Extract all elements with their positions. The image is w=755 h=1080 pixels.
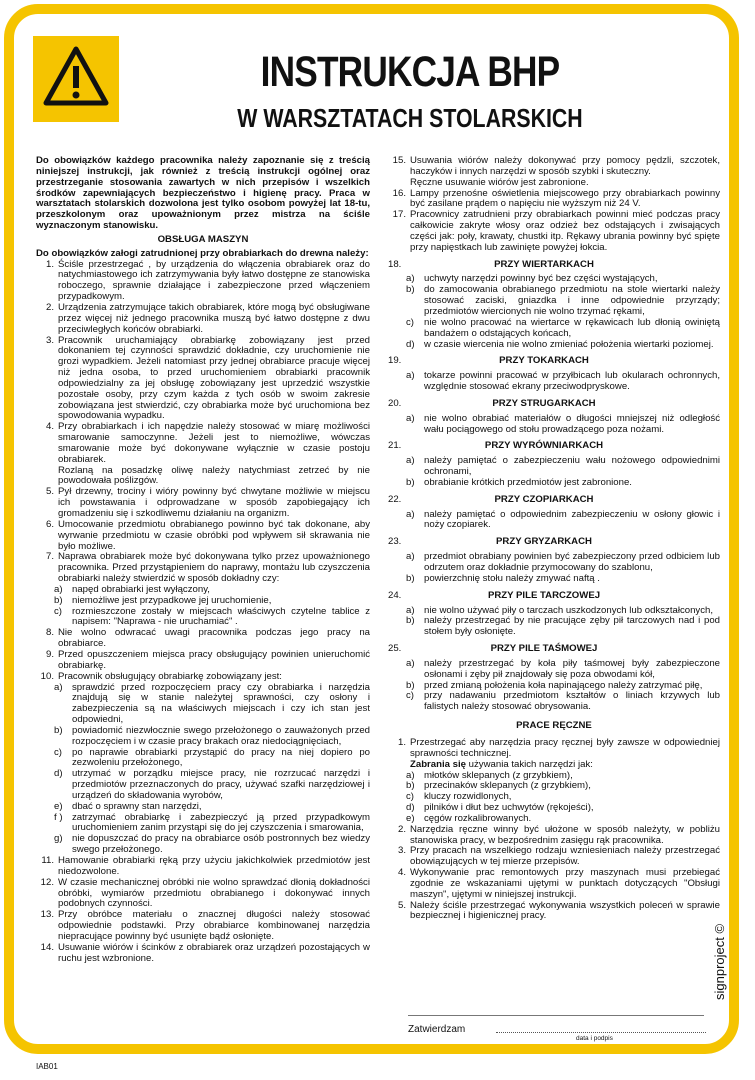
- sub-item-number: b): [406, 615, 415, 627]
- list-item-main: Przestrzegać aby narzędzia pracy ręcznej były zawsze w odpowiedniej sprawności technicznej.: [410, 736, 720, 759]
- section-number: 24.: [388, 589, 402, 601]
- list-item-main: Należy ściśle przestrzegać wykonywania wszystkich poleceń w sprawie bezpiecznej i higienicznej pracy.: [410, 899, 720, 922]
- sub-item: [406, 318, 720, 340]
- sub-item-text: przecinaków sklepanych (z grzybkiem),: [424, 780, 591, 792]
- list-item-text: Pracownik obsługujący obrabiarkę zobowiązany jest:: [58, 670, 282, 682]
- list-item-text: Ręczne usuwanie wiórów jest zabronione.: [410, 176, 589, 188]
- approve-label: Zatwierdzam: [408, 1024, 466, 1035]
- sub-item-number: a): [406, 604, 415, 616]
- section-number: 22.: [388, 493, 402, 505]
- list-item-text: Naprawa obrabiarek może być dokonywana tylko przez upoważnionego pracownika. Przed przystąpieniem do naprawy, montażu lub czyszczenia obrabiarki należy stwierdzić w sposób dokładny czy:: [58, 551, 370, 585]
- machine-section-heading: [388, 260, 720, 271]
- list-item-spacer: [36, 466, 58, 488]
- sub-item: [406, 616, 720, 638]
- sub-item-text: zatrzymać obrabiarkę i zabezpieczyć ją przed przypadkowym uruchomieniem zanim przystąpi się do jej czyszczenia i smarowania,: [72, 811, 370, 834]
- sub-item: [54, 596, 370, 607]
- list-item: [36, 336, 370, 423]
- sub-item: [54, 834, 370, 856]
- list-item-main: Narzędzia ręczne winny być ułożone w sposób należyty, w pobliżu stanowiska pracy, w bezpośrednim zasięgu rąk pracownika.: [410, 823, 720, 846]
- list-item: [36, 910, 370, 943]
- sub-item-text: obrabianie krótkich przedmiotów jest zabronione.: [424, 476, 632, 488]
- sub-item-number: a): [406, 551, 415, 563]
- sub-item-number: a): [54, 583, 63, 595]
- sub-item-number: a): [406, 412, 415, 424]
- section-title: PRZY PILE TARCZOWEJ: [487, 589, 601, 601]
- list-item-text: Pracownicy zatrudnieni przy obrabiarkach powinni mieć podczas pracy całkowicie zakryte włosy oraz odzież bez odstających i zwisających części jak: poły, krawaty, chustki itp. Rękawy ubrania powinny być spięte przy napięstkach lub zawinięte powyżej łokcia.: [410, 209, 720, 253]
- list-item-text: [410, 846, 720, 868]
- sub-item-text: pilników i dłut bez uchwytów (rękojeści),: [424, 802, 594, 814]
- sub-item: [406, 371, 720, 393]
- right-column: [388, 156, 720, 922]
- sub-item-text: kluczy rozwidlonych,: [424, 791, 512, 803]
- section-lead: Do obowiązków załogi zatrudnionej przy obrabiarkach do drewna należy:: [36, 247, 369, 259]
- page-title: INSTRUKCJA BHP: [260, 48, 560, 96]
- list-item-continued: [388, 178, 720, 189]
- list-item-number: 13.: [40, 909, 54, 921]
- sub-item-text: należy przestrzegać by nie pracujące zęby pił tarczowych nad i pod stołem były osłonięte.: [424, 615, 720, 638]
- list-item-text: Przy obrabiarkach i ich napędzie należy stosować w miarę możliwości smarowanie samoczynne. Jeżeli jest to niemożliwe, wówczas smarowanie może być dokonywane wyłącznie w czasie postoju obrabiarek.: [58, 421, 370, 465]
- warning-triangle-icon: [43, 46, 109, 106]
- machine-section-heading: [388, 495, 720, 506]
- machine-section-heading: [388, 644, 720, 655]
- sub-item-text: utrzymać w porządku miejsce pracy, nie rozrzucać narzędzi i przedmiotów przeznaczonych do pracy, używać szafki narzędziowej i urządzeń do składowania wyrobów,: [72, 768, 370, 801]
- list-item-text: Przed opuszczeniem miejsca pracy obsługujący powinien unieruchomić obrabiarkę.: [58, 648, 370, 671]
- sub-item-number: c): [54, 746, 62, 758]
- list-item-number: 5.: [45, 486, 54, 498]
- sub-item-number: b): [406, 679, 415, 691]
- sub-item-text: przedmiot obrabiany powinien być zabezpieczony przed odbiciem lub odrzutem oraz dokładnie przymocowany do szablonu,: [424, 551, 720, 573]
- list-item-text: Nie wolno odwracać uwagi pracownika podczas jego pracy na obrabiarce.: [58, 627, 370, 650]
- sub-item-number: a): [406, 769, 415, 781]
- list-item-text: Przy obróbce materiału o znacznej długości należy stosować odpowiednie podstawki. Przy obrabiarce kombinowanej narzędzia niepracujące powinny być usunięte bądź osłonięte.: [58, 909, 370, 942]
- sub-item-number: b): [406, 572, 415, 584]
- section-number: 21.: [388, 440, 402, 452]
- list-item-number: 8.: [45, 627, 54, 639]
- list-item-number: 1.: [397, 736, 406, 748]
- list-item-text: W czasie mechanicznej obróbki nie wolno sprawdzać dłonią dokładności obróbki, wymiarów przedmiotu obrabianego i dokonywać innych podobnych czynności.: [58, 876, 370, 910]
- sub-item-number: e): [406, 812, 415, 824]
- list-item: [36, 487, 370, 520]
- sub-item-number: d): [54, 768, 63, 780]
- list-item-number: 2.: [397, 823, 406, 835]
- list-item-spacer: [388, 178, 410, 189]
- list-item-number: 12.: [40, 876, 54, 888]
- list-item: [388, 210, 720, 253]
- sub-item: [54, 607, 370, 629]
- list-item: [388, 156, 720, 178]
- list-item-text: [410, 901, 720, 923]
- section-title: PRZY WYRÓWNIARKACH: [484, 440, 604, 452]
- sub-item-text: sprawdzić przed rozpoczęciem pracy czy obrabiarka i narzędzia znajdują się w stanie należytej sprawności, czy osłony i zabezpieczenia są na właściwych miejscach i czy ich stan jest odpowiedni,: [72, 681, 370, 726]
- sub-item: [406, 510, 720, 532]
- sub-item-number: c): [54, 605, 62, 617]
- list-item-number: 3.: [397, 845, 406, 857]
- sub-item: [406, 414, 720, 436]
- list-item: [36, 650, 370, 672]
- sub-item-number: c): [406, 690, 414, 702]
- list-item: [388, 825, 720, 847]
- machine-section-heading: [388, 591, 720, 602]
- sub-item: [406, 340, 720, 351]
- sub-item-number: a): [406, 455, 415, 467]
- section-number: 18.: [388, 258, 402, 270]
- machine-section-heading: [388, 399, 720, 410]
- section-title: PRZY PILE TAŚMOWEJ: [490, 643, 598, 655]
- sub-item: [406, 659, 720, 681]
- sub-item: [54, 726, 370, 748]
- sub-item-number: b): [54, 724, 63, 736]
- list-item-text: Umocowanie przedmiotu obrabianego powinno być tak dokonane, aby wyrwanie przedmiotu w czasie obróbki pod wpływem sił skrawania nie było możliwe.: [58, 518, 370, 552]
- list-item: [388, 738, 720, 771]
- list-item-text: Pył drzewny, trociny i wióry powinny być chwytane możliwie w miejscu ich powstawania i odprowadzane w sposób zapobiegający ich gromadzeniu się i szkodliwemu działaniu na organizm.: [58, 486, 370, 519]
- list-item: [36, 422, 370, 465]
- sub-item: [406, 574, 720, 585]
- list-item-number: 6.: [45, 518, 54, 530]
- sub-item-number: e): [54, 800, 63, 812]
- sub-item-number: a): [406, 273, 415, 285]
- sub-item-text: nie wolno pracować na wiertarce w rękawicach lub dłonią owiniętą bandażem o odstających końcach,: [424, 316, 720, 339]
- list-item-text: Ściśle przestrzegać , by urządzenia do włączenia obrabiarek oraz do natychmiastowego ich zatrzymywania były łatwo dostępne ze stanowiska roboczego, sprawnie działające i zabezpieczone przed włączeniem przypadkowym.: [58, 258, 370, 303]
- sub-item-number: a): [406, 370, 415, 382]
- sub-item-number: b): [54, 594, 63, 606]
- list-item-text: Urządzenia zatrzymujące takich obrabiarek, które mogą być obsługiwane przez więcej niż jednego pracownika muszą być łatwo dostępne z dwu przeciwległych końców obrabiarki.: [58, 301, 370, 335]
- sub-item-number: f ): [54, 811, 63, 823]
- sub-item-text: tokarze powinni pracować w przyłbicach lub okularach ochronnych, względnie stosować ekrany przeciwodpryskowe.: [424, 370, 720, 393]
- left-column: [36, 156, 370, 964]
- sub-item-number: b): [406, 476, 415, 488]
- section-title: PRZY STRUGARKACH: [492, 397, 596, 409]
- list-item-continued: [36, 466, 370, 488]
- page-subtitle: W WARSZTATACH STOLARSKICH: [237, 103, 583, 133]
- list-item-text: Hamowanie obrabiarki ręką przy użyciu jakichkolwiek przedmiotów jest niedozwolone.: [58, 855, 370, 877]
- signature-line: [408, 1015, 704, 1017]
- sub-item-number: a): [406, 508, 415, 520]
- sub-item-number: d): [406, 338, 415, 350]
- list-item-number: 17.: [392, 209, 406, 221]
- list-item-number: 1.: [45, 258, 54, 270]
- sub-item-text: młotków sklepanych (z grzybkiem),: [424, 769, 573, 781]
- list-item-text: [410, 825, 720, 847]
- sub-item: [54, 683, 370, 726]
- sub-item-text: nie wolno obrabiać materiałów o długości mniejszej niż odległość wału pociągowego od stołu prowadzącego poza nożami.: [424, 412, 720, 435]
- list-item-main: Przy pracach na wszelkiego rodzaju wzniesieniach należy przestrzegać obowiązujących w tej mierze przepisów.: [410, 845, 720, 868]
- sub-item: [406, 285, 720, 318]
- sub-item-text: należy przestrzegać by koła piły taśmowej były zabezpieczone osłonami i zęby pił znajdowały się poza obwodami kół,: [424, 657, 720, 680]
- section-heading: OBSŁUGA MASZYN: [157, 233, 249, 245]
- sub-item-number: c): [406, 791, 414, 803]
- list-item-number: 2.: [45, 301, 54, 313]
- manual-work-heading: PRACE RĘCZNE: [516, 720, 592, 732]
- sub-item-text: napęd obrabiarki jest wyłączony,: [72, 583, 210, 595]
- sub-item-text: powierzchnię stołu należy zmywać naftą .: [424, 572, 600, 584]
- sub-item-text: należy pamiętać o odpowiednim zabezpieczeniu w osłony głowic i noży czopiarek.: [424, 508, 720, 531]
- section-number: 20.: [388, 397, 402, 409]
- warning-sign: [33, 36, 119, 122]
- list-item-number: 3.: [45, 334, 54, 346]
- list-item: [388, 868, 720, 901]
- sub-item-number: a): [406, 657, 415, 669]
- list-item-number: 11.: [41, 855, 54, 866]
- list-item-text: Usuwanie wiórów i ścinków z obrabiarek oraz urządzeń pozostających w ruchu jest wzbronione.: [58, 941, 370, 964]
- date-label: data i podpis: [576, 1035, 613, 1042]
- list-item: [388, 901, 720, 923]
- sub-item-text: cęgów rozkalibrowanych.: [424, 812, 532, 824]
- sub-item-text: należy pamiętać o zabezpieczeniu wału nożowego odpowiednimi ochronami,: [424, 455, 720, 478]
- sub-item-text: do zamocowania obrabianego przedmiotu na stole wiertarki należy stosować zaciski, gniazdka i inne odpowiednie przyrządy; przedmiotów wiercionych nie wolno trzymać rękami,: [424, 284, 720, 317]
- sub-item-text: nie dopuszczać do pracy na obrabiarce osób postronnych bez wiedzy swego przełożonego.: [72, 833, 370, 856]
- list-item-number: 4.: [45, 421, 54, 433]
- brand-mark: signproject ©: [712, 923, 727, 1000]
- sub-item: [406, 552, 720, 574]
- section-number: 19.: [388, 355, 402, 367]
- sub-item-text: przy nadawaniu przedmiotom kształtów o liniach krzywych lub falistych należy stosować obrysowania.: [424, 690, 720, 713]
- list-item: [388, 189, 720, 211]
- intro-paragraph: Do obowiązków każdego pracownika należy zapoznanie się z treścią niniejszej instrukcji, jak również z treścią instrukcji ogólnej oraz przestrzeganie stosowania zawartych w nich przepisów i wszelkich środków zapewniających bezpieczeństwo i higienę pracy. Praca w warsztatach stolarskich dozwolona jest tylko osobom powyżej lat 18-tu, przeszkolonym oraz upoważnionym przez mistrza na ściśle wyznaczonym stanowisku.: [36, 155, 370, 232]
- sub-item-number: g): [54, 833, 63, 845]
- list-item-number: 16.: [392, 187, 406, 199]
- machine-section-heading: [388, 537, 720, 548]
- section-title: PRZY GRYZARKACH: [496, 536, 592, 548]
- list-item-number: 9.: [45, 648, 54, 660]
- product-code: IAB01: [36, 1062, 58, 1071]
- list-item-text: [410, 738, 720, 771]
- sub-item: [54, 748, 370, 770]
- list-item: [36, 303, 370, 336]
- section-number: 23.: [388, 536, 402, 548]
- sub-item-text: powiadomić niezwłocznie swego przełożonego o zauważonych przed rozpoczęciem i w czasie pracy brakach oraz niedociągnięciach,: [72, 724, 370, 747]
- list-item-bold-lead: Zabrania się: [410, 758, 466, 770]
- list-item: [36, 856, 370, 878]
- list-item: [36, 878, 370, 911]
- list-item-text: Rozlaną na posadzkę oliwę należy natychmiast zetrzeć by nie powodowała poślizgów.: [58, 464, 370, 487]
- list-item-text: Lampy przenośne oświetlenia miejscowego przy obrabiarkach powinny być zasilane prądem o napięciu nie wyższym niż 24 V.: [410, 187, 720, 210]
- sub-item: [54, 802, 370, 813]
- list-item: [36, 672, 370, 683]
- list-item: [36, 552, 370, 585]
- sub-item-text: przed zmianą położenia koła napinającego należy zatrzymać piłę,: [424, 679, 703, 691]
- section-number: 25.: [388, 643, 402, 655]
- machine-section-heading: [388, 441, 720, 452]
- section-title: PRZY WIERTARKACH: [494, 258, 594, 270]
- list-item: [36, 943, 370, 965]
- sub-item: [406, 456, 720, 478]
- section-title: PRZY CZOPIARKACH: [494, 493, 594, 505]
- sub-item-number: d): [406, 802, 415, 814]
- list-item-number: 4.: [397, 867, 406, 879]
- sub-item-number: b): [406, 284, 415, 296]
- list-item-number: 7.: [45, 551, 54, 563]
- sub-item-text: w czasie wiercenia nie wolno zmieniać położenia wiertarki poziomej.: [424, 338, 714, 350]
- sub-item-text: nie wolno używać piły o tarczach uszkodzonych lub odkształconych,: [424, 604, 714, 616]
- sub-item-number: c): [406, 316, 414, 328]
- sub-item: [54, 813, 370, 835]
- sub-item-text: uchwyty narzędzi powinny być bez części wystających,: [424, 273, 658, 285]
- list-item: [36, 628, 370, 650]
- sub-item-text: rozmieszczone zostały w miejscach właściwych czytelne tablice z napisem: "Naprawa - nie uruchamiać" .: [72, 605, 370, 628]
- sub-item-number: b): [406, 780, 415, 792]
- list-item-number: 5.: [397, 899, 406, 911]
- list-item-text: Usuwania wiórów należy dokonywać przy pomocy pędzli, szczotek, haczyków i innych narzędzi w sposób szybki i skuteczny.: [410, 155, 720, 177]
- sub-item-text: niemożliwe jest przypadkowe jej uruchomienie,: [72, 594, 272, 606]
- list-item-number: 10.: [40, 670, 54, 682]
- list-item-number: 15.: [392, 155, 406, 166]
- list-item-text: [410, 868, 720, 901]
- sub-item: [406, 691, 720, 713]
- list-item: [36, 260, 370, 303]
- list-item: [36, 520, 370, 553]
- sub-item: [406, 478, 720, 489]
- list-item-main: Wykonywanie prac remontowych przy maszynach musi przebiegać zgodnie ze wskazaniami ujętymi w punktach dotyczących "Obsługi maszyn", ujętymi w niniejszej instrukcji.: [410, 867, 720, 900]
- list-item: [388, 846, 720, 868]
- sub-item-text: po naprawie obrabiarki przystąpić do pracy na niej dopiero po zezwoleniu przełożonego,: [72, 746, 370, 769]
- signature-dots: [496, 1032, 706, 1033]
- sub-item: [54, 769, 370, 802]
- section-title: PRZY TOKARKACH: [499, 355, 589, 367]
- list-item-tail: używania takich narzędzi jak:: [466, 758, 593, 770]
- sub-item-text: dbać o sprawny stan narzędzi,: [72, 800, 202, 812]
- list-item-text: Pracownik uruchamiający obrabiarkę zobowiązany jest przed dokonaniem tej czynności sprawdzić dokładnie, czy uruchomienie nie grozi wypadkiem. Jeżeli natomiast przy jednej obrabiarce pracuje więcej niż jedna osoba, to przed uruchomieniem obrabiarki pracownik odpowiedzialny za jej obsługę zobowiązany jest uprzedzić wszystkie pozostałe osoby, przy czym każda z tych osób w swoim zakresie zobowiązana jest stwierdzić, czy obrabiarka może być uruchomiona bez spowodowania wypadku.: [58, 334, 370, 422]
- list-item-number: 14.: [40, 941, 54, 953]
- machine-section-heading: [388, 356, 720, 367]
- sub-item-number: a): [54, 681, 63, 693]
